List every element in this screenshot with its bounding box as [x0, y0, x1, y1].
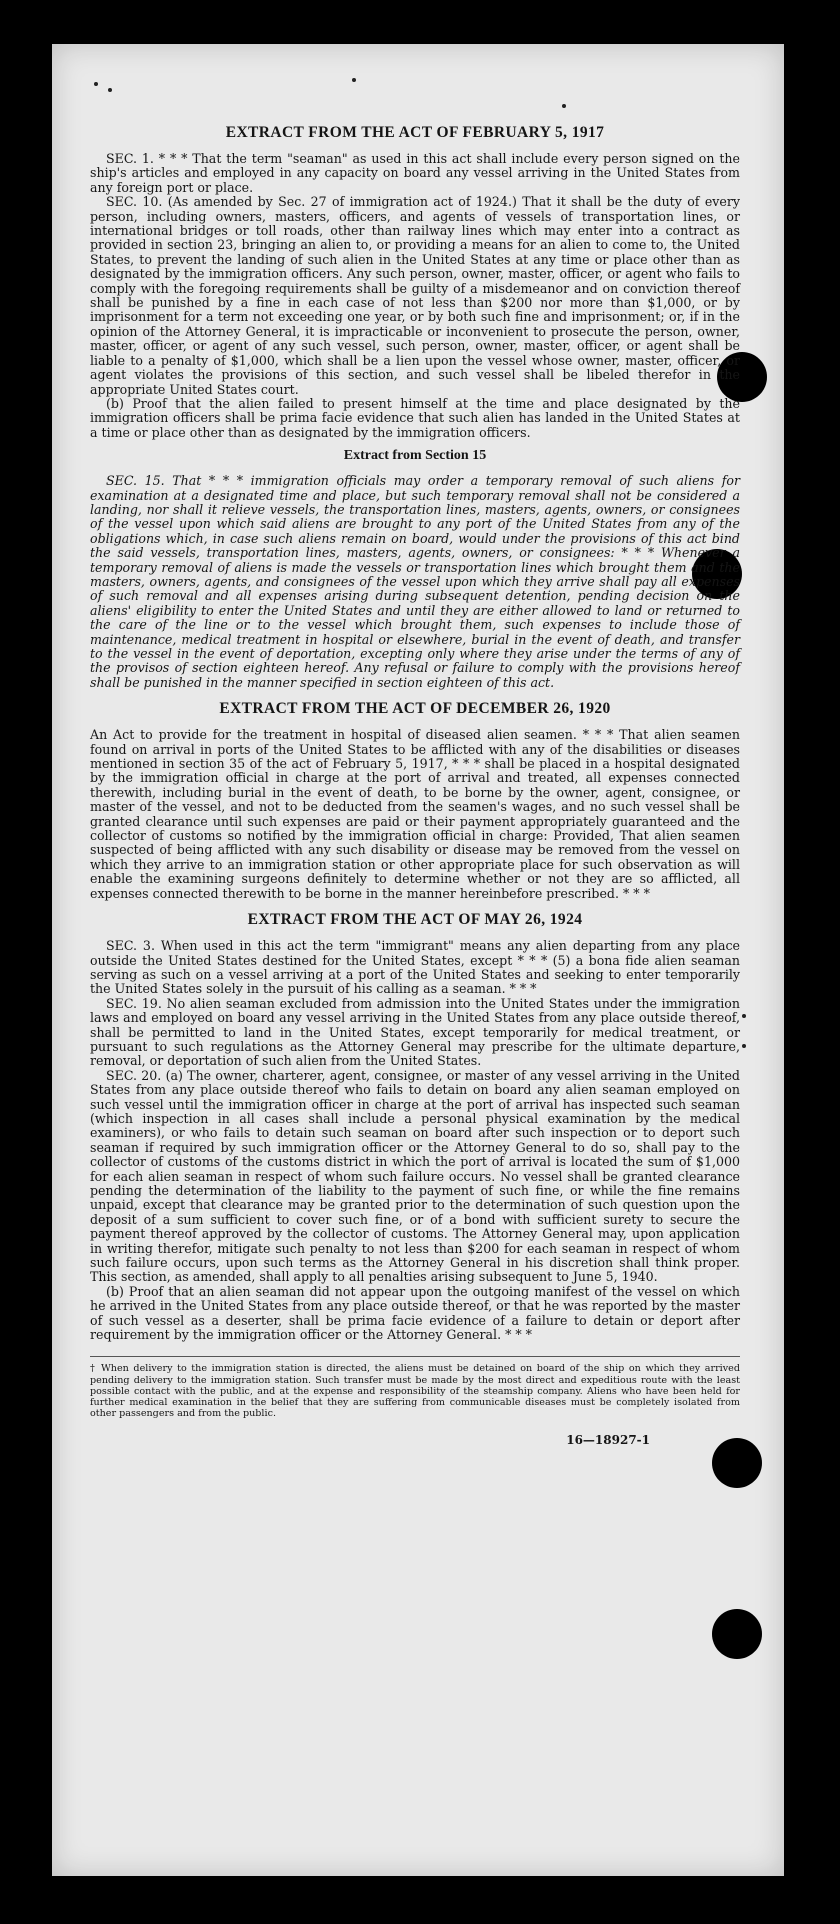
paragraph: SEC. 1. * * * That the term "seaman" as used in this act shall include every person signed on the ship's articles and employed in any capacity on board any vessel arriving in the United States from any foreign port or place. [90, 151, 740, 195]
paragraph: (b) Proof that an alien seaman did not appear upon the outgoing manifest of the vessel on which he arrived in the United States from any place outside thereof, or that he was reported by the master of such vessel as a deserter, shall be prima facie evidence of a failure to detain or deport after requirement by the immigration officer or the Attorney General. * * * [90, 1283, 740, 1343]
paragraph: An Act to provide for the treatment in hospital of diseased alien seamen. * * * That alien seamen found on arrival in ports of the United States to be afflicted with any of the disabilities or diseases mentioned in section 35 of the act of February 5, 1917, * * * shall be placed in a hospital designated by the immigration official in charge at the port of arrival and treated, all expenses connected therewith, including burial in the event of death, to be borne by the owner, agent, consignee, or master of the vessel, and not to be deducted from the seamen's wages, and no such vessel shall be granted clearance until such expenses are paid or their payment appropriately guaranteed and the collector of customs so notified by the immigration official in charge: Provided, That alien seamen suspected of being afflicted with any such disability or disease may be removed from the vessel on which they arrive to an immigration station or other appropriate place for such observation as will enable the examining surgeons definitely to determine whether or not they are so afflicted, all expenses connected therewith to be borne in the manner hereinbefore prescribed. * * * [90, 727, 740, 901]
paragraph: SEC. 3. When used in this act the term "immigrant" means any alien departing from any place outside the United States destined for the United States, except * * * (5) a bona fide alien seaman serving as such on a vessel arriving at a port of the United States and seeking to enter temporarily the United States solely in the pursuit of his calling as a seaman. * * * [90, 938, 740, 997]
document-page [52, 44, 784, 1876]
paragraph: SEC. 15. That * * * immigration officials may order a temporary removal of such aliens for examination at a designated time and place, but such temporary removal shall not be considered a landing, nor shall it relieve vessels, the transportation lines, masters, agents, owners, or consignees of the vessel upon which said aliens are brought to any port of the United States from any of the obligations which, in case such aliens remain on board, would under the provisions of this act bind the said vessels, transportation lines, masters, agents, owners, or consignees: * * * Whenever a temporary removal of aliens is made the vessels or transportation lines which brought them and the masters, owners, agents, and consignees of the vessel upon which they arrive shall pay all expenses of such removal and all expenses arising during subsequent detention, pending decision on the aliens' eligibility to enter the United States and until they are either allowed to land or returned to the care of the line or to the vessel which brought them, such expenses to include those of maintenance, medical treatment in hospital or elsewhere, burial in the event of death, and transfer to the vessel in the event of deportation, excepting only where they arise under the terms of any of the provisos of section eighteen hereof. Any refusal or failure to comply with the provisions hereof shall be punished in the manner specified in section eighteen of this act. [90, 473, 740, 690]
section-heading: EXTRACT FROM THE ACT OF MAY 26, 1924 [247, 911, 583, 929]
document-body [90, 124, 740, 1448]
scan-speck [94, 82, 98, 86]
scan-speck [562, 104, 566, 108]
paragraph: SEC. 19. No alien seaman excluded from admission into the United States under the immigration laws and employed on board any vessel arriving in the United States from any place outside thereof, shall be permitted to land in the United States, except temporarily for medical treatment, or pursuant to such regulations as the Attorney General may prescribe for the ultimate departure, removal, or deportation of such alien from the United States. [90, 995, 740, 1069]
section-heading: EXTRACT FROM THE ACT OF FEBRUARY 5, 1917 [225, 124, 605, 141]
paragraph: SEC. 20. (a) The owner, charterer, agent, consignee, or master of any vessel arriving in the United States from any place outside thereof who fails to detain on board any alien seaman employed on such vessel until the immigration officer in charge at the port of arrival has inspected such seaman (which inspection in all cases shall include a personal physical examination by the medical examiners), or who fails to detain such seaman on board after such inspection or to deport such seaman if required by such immigration officer or the Attorney General to do so, shall pay to the collector of customs of the customs district in which the port of arrival is located the sum of $1,000 for each alien seaman in respect of whom such failure occurs. No vessel shall be granted clearance pending the determination of the liability to the payment of such fine, or while the fine remains unpaid, except that clearance may be granted prior to the determination of such question upon the deposit of a sum sufficient to cover such fine, or of a bond with sufficient surety to secure the payment thereof approved by the collector of customs. The Attorney General may, upon application in writing therefor, mitigate such penalty to not less than $200 for each seaman in respect of whom such failure occurs, upon such terms as the Attorney General in his discretion shall think proper. This section, as amended, shall apply to all penalties arising subsequent to June 5, 1940. [90, 1067, 740, 1285]
section-heading: EXTRACT FROM THE ACT OF DECEMBER 26, 1920 [219, 700, 611, 718]
section-subheading: Extract from Section 15 [343, 448, 487, 464]
scan-speck [352, 78, 356, 82]
footnote: † When delivery to the immigration station is directed, the aliens must be detained on board of the ship on which they arrived pending delivery to the immigration station. Such transfer must be made by the most direct and expeditious route with the least possible contact with the public, and at the expense and responsibility of the steamship company. Aliens who have been held for further medical examination in the belief that they are suffering from communicable diseases must be completely isolated from other passengers and from the public. [90, 1356, 740, 1419]
scan-speck [108, 88, 112, 92]
paragraph: (b) Proof that the alien failed to present himself at the time and place designated by the immigration officers shall be prima facie evidence that such alien has landed in the United States at a time or place other than as designated by the immigration officers. [90, 395, 740, 440]
form-number: 16—18927-1 [566, 1433, 650, 1448]
punch-hole [712, 1609, 762, 1659]
paragraph: SEC. 10. (As amended by Sec. 27 of immigration act of 1924.) That it shall be the duty of every person, including owners, masters, officers, and agents of vessels of transportation lines, or international bridges or toll roads, other than railway lines which may enter into a contract as provided in section 23, bringing an alien to, or providing a means for an alien to come to, the United States, to prevent the landing of such alien in the United States at any time or place other than as designated by the immigration officers. Any such person, owner, master, officer, or agent who fails to comply with the foregoing requirements shall be guilty of a misdemeanor and on conviction thereof shall be punished by a fine in each case of not less than $200 nor more than $1,000, or by imprisonment for a term not exceeding one year, or by both such fine and imprisonment; or, if in the opinion of the Attorney General, it is impracticable or inconvenient to prosecute the person, owner, master, officer, or agent of any such vessel, such person, owner, master, officer, or agent shall be liable to a penalty of $1,000, which shall be a lien upon the vessel whose owner, master, officer, or agent violates the provisions of this section, and such vessel shall be libeled therefor in the appropriate United States court. [90, 194, 740, 397]
scan-speck [742, 1014, 746, 1018]
scan-speck [742, 1044, 746, 1048]
